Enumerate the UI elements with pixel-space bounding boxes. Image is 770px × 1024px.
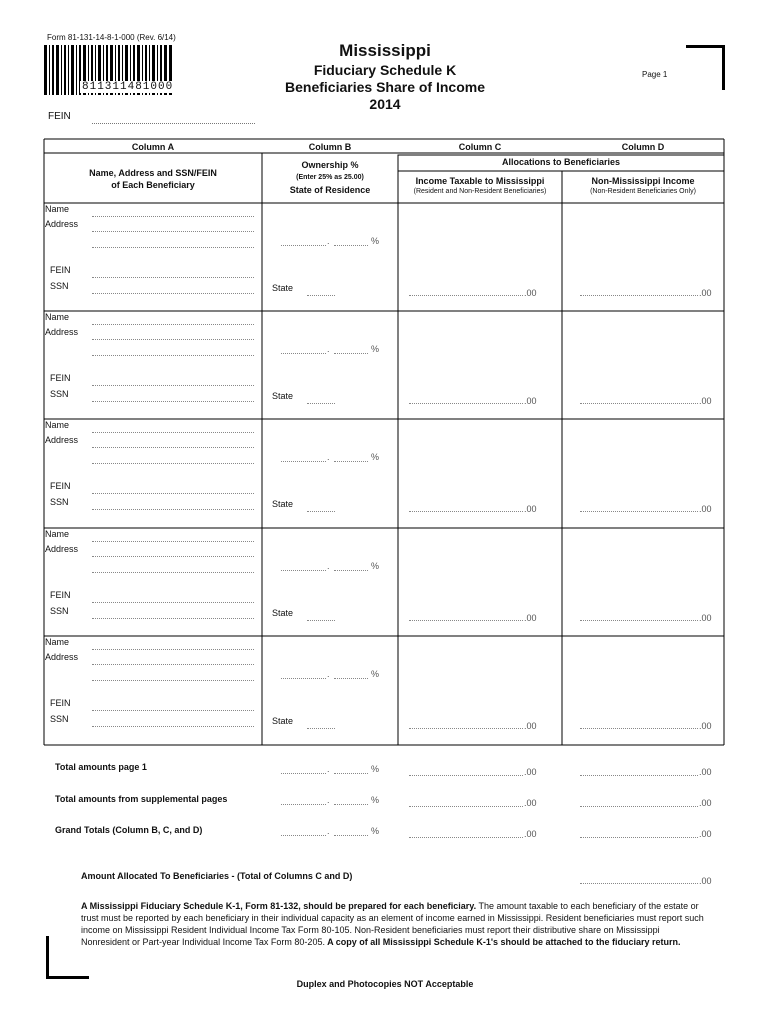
- beneficiary-row-4: [0, 528, 770, 636]
- column-a-desc2: of Each Beneficiary: [111, 180, 195, 190]
- address-label: Address: [45, 652, 79, 662]
- non-ms-income-cents: .00: [699, 721, 712, 731]
- grand-total-col-d-input[interactable]: [580, 837, 698, 838]
- state-input[interactable]: [307, 620, 335, 621]
- name-label: Name: [45, 637, 70, 647]
- ownership-whole-input[interactable]: [281, 678, 326, 679]
- barcode-number: 811311481000: [82, 81, 174, 93]
- name-label: Name: [45, 420, 70, 430]
- grand-total-ownership-whole[interactable]: [281, 835, 326, 836]
- address-label: Address: [45, 435, 79, 445]
- address-input-2[interactable]: [92, 247, 254, 248]
- percent-sign: %: [371, 452, 380, 462]
- address-input-1[interactable]: [92, 556, 254, 557]
- non-ms-income-input[interactable]: [580, 511, 698, 512]
- state-input[interactable]: [307, 295, 335, 296]
- ssn-input[interactable]: [92, 509, 254, 510]
- ownership-dot: .: [327, 561, 330, 571]
- ssn-input[interactable]: [92, 293, 254, 294]
- grand-total-col-c-input[interactable]: [409, 837, 523, 838]
- column-d-title: Column D: [621, 142, 665, 152]
- ownership-decimal-input[interactable]: [334, 678, 368, 679]
- ownership-decimal-input[interactable]: [334, 570, 368, 571]
- column-b-desc2: (Enter 25% as 25.00): [296, 174, 364, 181]
- total-supplemental-ownership-decimal[interactable]: [334, 804, 368, 805]
- name-input[interactable]: [92, 649, 254, 650]
- non-ms-income-cents: .00: [699, 613, 712, 623]
- total-supplemental-col-d-cents: .00: [699, 798, 712, 808]
- percent-sign: %: [371, 236, 380, 246]
- ownership-dot: .: [327, 236, 330, 246]
- ownership-decimal-input[interactable]: [334, 245, 368, 246]
- ownership-whole-input[interactable]: [281, 245, 326, 246]
- income-taxable-ms-cents: .00: [524, 721, 537, 731]
- total-supplemental-col-c-input[interactable]: [409, 806, 523, 807]
- total-page1-ownership-decimal[interactable]: [334, 773, 368, 774]
- address-input-2[interactable]: [92, 680, 254, 681]
- ssn-label: SSN: [50, 497, 69, 507]
- total-supplemental-ownership-whole[interactable]: [281, 804, 326, 805]
- fein-label: FEIN: [50, 481, 71, 491]
- total-page1-col-d-cents: .00: [699, 767, 712, 777]
- beneficiary-row-2: [0, 311, 770, 419]
- fein-input[interactable]: [92, 385, 254, 386]
- grand-total-col-d-cents: .00: [699, 829, 712, 839]
- column-b-desc3: State of Residence: [289, 185, 371, 195]
- grand-total-label: Grand Totals (Column B, C, and D): [55, 825, 203, 835]
- non-ms-income-input[interactable]: [580, 620, 698, 621]
- column-a-desc1: Name, Address and SSN/FEIN: [89, 168, 217, 178]
- address-input-2[interactable]: [92, 463, 254, 464]
- amount-allocated-input[interactable]: [580, 883, 698, 884]
- fein-label: FEIN: [50, 698, 71, 708]
- name-input[interactable]: [92, 432, 254, 433]
- name-input[interactable]: [92, 324, 254, 325]
- ownership-whole-input[interactable]: [281, 461, 326, 462]
- form-number: Form 81-131-14-8-1-000 (Rev. 6/14): [47, 33, 176, 42]
- non-ms-income-cents: .00: [699, 504, 712, 514]
- address-label: Address: [45, 219, 79, 229]
- instructions-paragraph: [81, 900, 706, 948]
- column-a-title: Column A: [131, 142, 175, 152]
- non-ms-income-input[interactable]: [580, 403, 698, 404]
- ownership-dot: .: [327, 344, 330, 354]
- beneficiary-row-3: [0, 419, 770, 527]
- title-year: 2014: [369, 96, 401, 112]
- ssn-input[interactable]: [92, 401, 254, 402]
- ownership-whole-input[interactable]: [281, 353, 326, 354]
- ssn-input[interactable]: [92, 726, 254, 727]
- ownership-whole-input[interactable]: [281, 570, 326, 571]
- fein-input[interactable]: [92, 710, 254, 711]
- address-input-1[interactable]: [92, 231, 254, 232]
- ssn-label: SSN: [50, 389, 69, 399]
- total-supplemental-col-c-cents: .00: [524, 798, 537, 808]
- column-b-desc1: Ownership %: [301, 160, 359, 170]
- ownership-dot: .: [327, 669, 330, 679]
- non-ms-income-cents: .00: [699, 288, 712, 298]
- ssn-label: SSN: [50, 714, 69, 724]
- title-subtitle: Beneficiaries Share of Income: [285, 79, 485, 95]
- total-page1-dot: .: [327, 764, 330, 774]
- instructions-bold-1: A Mississippi Fiduciary Schedule K-1, Form 81-132, should be prepared for each beneficiary.: [81, 901, 477, 911]
- total-page1-col-d-input[interactable]: [580, 775, 698, 776]
- total-page1-label: Total amounts page 1: [55, 762, 147, 772]
- column-b-title: Column B: [308, 142, 352, 152]
- registration-mark-bottom-left: [46, 936, 89, 979]
- non-ms-income-input[interactable]: [580, 295, 698, 296]
- total-supplemental-col-d-input[interactable]: [580, 806, 698, 807]
- name-input[interactable]: [92, 216, 254, 217]
- fein-input[interactable]: [92, 277, 254, 278]
- state-label: State: [272, 283, 294, 293]
- income-taxable-ms-input[interactable]: [409, 511, 523, 512]
- income-taxable-ms-input[interactable]: [409, 295, 523, 296]
- title-form: Fiduciary Schedule K: [313, 62, 457, 78]
- state-label: State: [272, 499, 294, 509]
- address-input-2[interactable]: [92, 572, 254, 573]
- name-label: Name: [45, 204, 70, 214]
- name-label: Name: [45, 529, 70, 539]
- total-page1-ownership-whole[interactable]: [281, 773, 326, 774]
- amount-allocated-cents: .00: [699, 876, 712, 886]
- non-ms-income-input[interactable]: [580, 728, 698, 729]
- total-supplemental-label: Total amounts from supplemental pages: [55, 794, 228, 804]
- percent-sign: %: [371, 344, 380, 354]
- grand-total-dot: .: [327, 826, 330, 836]
- income-taxable-ms-input[interactable]: [409, 620, 523, 621]
- ssn-label: SSN: [50, 606, 69, 616]
- income-taxable-ms-input[interactable]: [409, 728, 523, 729]
- address-input-1[interactable]: [92, 339, 254, 340]
- column-c-desc1: Income Taxable to Mississippi: [415, 176, 545, 186]
- name-label: Name: [45, 312, 70, 322]
- state-input[interactable]: [307, 728, 335, 729]
- ownership-decimal-input[interactable]: [334, 461, 368, 462]
- title-state: Mississippi: [339, 41, 431, 60]
- page-number: Page 1: [642, 70, 668, 79]
- footer-note: Duplex and Photocopies NOT Acceptable: [296, 979, 474, 989]
- fein-label: FEIN: [50, 590, 71, 600]
- name-input[interactable]: [92, 541, 254, 542]
- fein-input[interactable]: [92, 493, 254, 494]
- state-label: State: [272, 716, 294, 726]
- grand-total-ownership-decimal[interactable]: [334, 835, 368, 836]
- non-ms-income-cents: .00: [699, 396, 712, 406]
- income-taxable-ms-input[interactable]: [409, 403, 523, 404]
- income-taxable-ms-cents: .00: [524, 504, 537, 514]
- address-label: Address: [45, 327, 79, 337]
- amount-allocated-label: Amount Allocated To Beneficiaries - (Total of Columns C and D): [81, 871, 353, 881]
- total-supplemental-dot: .: [327, 795, 330, 805]
- income-taxable-ms-cents: .00: [524, 613, 537, 623]
- total-page1-percent: %: [371, 764, 380, 774]
- column-d-desc1: Non-Mississippi Income: [591, 176, 695, 186]
- ssn-label: SSN: [50, 281, 69, 291]
- grand-total-percent: %: [371, 826, 380, 836]
- ownership-dot: .: [327, 452, 330, 462]
- address-input-2[interactable]: [92, 355, 254, 356]
- state-input[interactable]: [307, 511, 335, 512]
- total-page1-col-c-input[interactable]: [409, 775, 523, 776]
- column-c-desc2: (Resident and Non-Resident Beneficiaries): [413, 188, 547, 195]
- ownership-decimal-input[interactable]: [334, 353, 368, 354]
- ssn-input[interactable]: [92, 618, 254, 619]
- fein-label: FEIN: [48, 111, 71, 122]
- percent-sign: %: [371, 669, 380, 679]
- address-input-1[interactable]: [92, 664, 254, 665]
- fein-label: FEIN: [50, 373, 71, 383]
- state-input[interactable]: [307, 403, 335, 404]
- income-taxable-ms-cents: .00: [524, 288, 537, 298]
- column-d-desc2: (Non-Resident Beneficiaries Only): [590, 188, 696, 195]
- state-label: State: [272, 608, 294, 618]
- column-c-title: Column C: [458, 142, 502, 152]
- beneficiary-row-1: [0, 203, 770, 311]
- state-label: State: [272, 391, 294, 401]
- total-page1-col-c-cents: .00: [524, 767, 537, 777]
- income-taxable-ms-cents: .00: [524, 396, 537, 406]
- beneficiary-row-5: [0, 636, 770, 744]
- percent-sign: %: [371, 561, 380, 571]
- fein-input[interactable]: [92, 602, 254, 603]
- fein-label: FEIN: [50, 265, 71, 275]
- instructions-text: The amount taxable to each beneficiary of the estate or trust must be reported by each beneficiary in their individual capacity as an element of income earned in Mississippi. Resident beneficiaries must report such income on Mississippi Resident Individual Income Tax Form 80-105. Non-Resident beneficiaries must report their distributive share on Mississippi Nonresident or Part-year Individual Income Tax Form 80-205.: [81, 901, 704, 947]
- address-label: Address: [45, 544, 79, 554]
- instructions-bold-2: A copy of all Mississippi Schedule K-1's should be attached to the fiduciary return.: [324, 937, 681, 947]
- address-input-1[interactable]: [92, 447, 254, 448]
- allocations-header: Allocations to Beneficiaries: [501, 157, 621, 167]
- grand-total-col-c-cents: .00: [524, 829, 537, 839]
- total-supplemental-percent: %: [371, 795, 380, 805]
